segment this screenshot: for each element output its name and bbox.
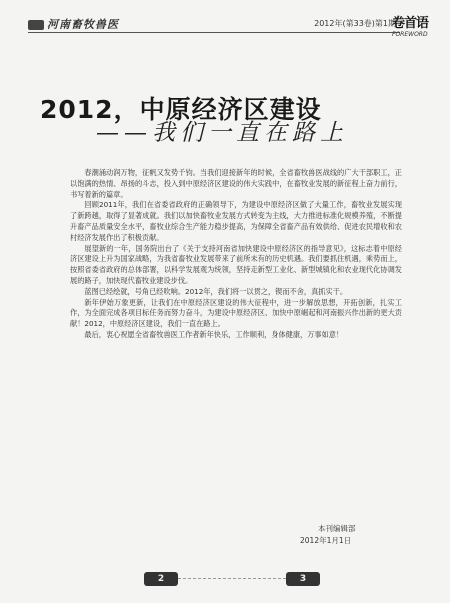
page-number-right: 3 — [286, 572, 320, 586]
journal-name: 河南畜牧兽医 — [47, 18, 119, 31]
journal-logo-icon — [28, 20, 44, 30]
column-logo-subtitle: FOREWORD — [392, 31, 428, 38]
issue-info: 2012年(第33卷)第1期 — [314, 19, 396, 28]
column-logo — [392, 12, 438, 40]
article-title: 2012，中原经济区建设 — [40, 95, 322, 124]
page-number-left: 2 — [144, 572, 178, 586]
paragraph: 回顾2011年，我们在省委省政府的正确领导下，为建设中原经济区做了大量工作，畜牧业发展实现了新跨越，取得了显著成就。我们以加快畜牧业发展方式转变为主线，大力推进标准化规模养殖，不断提升畜产品质量安全水平，畜牧业综合生产能力稳步提高，为保障全省畜产品有效供给、促进农民增收和农村经济发展作出了积极贡献。 — [70, 200, 402, 242]
signature-date: 2012年1月1日 — [300, 536, 352, 545]
journal-brand — [28, 16, 119, 32]
signature-org: 本刊编辑部 — [318, 524, 356, 533]
paragraph: 蓝图已经绘就，号角已经吹响。2012年，我们将一以贯之，锲而不舍，真抓实干。 — [84, 286, 348, 296]
column-logo-title: 卷首语 — [392, 16, 429, 31]
paragraph: 春潮涌动润万物，征帆又发势千钧。当我们迎接新年的时候，全省畜牧兽医战线的广大干部职工，正以饱满的热情、昂扬的斗志，投入到中原经济区建设的伟大实践中，在畜牧业发展的新征程上奋力前行，书写着新的篇章。 — [70, 168, 402, 199]
paragraph: 展望新的一年，国务院出台了《关于支持河南省加快建设中原经济区的指导意见》，这标志着中原经济区建设上升为国家战略，为我省畜牧业发展带来了前所未有的历史机遇。我们要抓住机遇，乘势而上，按照省委省政府的总体部署，以科学发展观为统领，坚持走新型工业化、新型城镇化和农业现代化协调发展的路子，加快现代畜牧业建设步伐。 — [70, 243, 402, 285]
running-header — [28, 18, 400, 33]
footer-divider — [178, 578, 286, 579]
article-body — [70, 168, 402, 341]
article-subtitle: ——我们一直在路上 — [96, 120, 348, 146]
paragraph: 最后，衷心祝愿全省畜牧兽医工作者新年快乐，工作顺利，身体健康，万事如意！ — [84, 329, 344, 339]
paragraph: 新年伊始万象更新，让我们在中原经济区建设的伟大征程中，进一步解放思想，开拓创新，扎实工作，为全面完成各项目标任务而努力奋斗，为建设中原经济区、加快中原崛起和河南振兴作出新的更大贡献！2012，中原经济区建设，我们一直在路上。 — [70, 297, 402, 329]
